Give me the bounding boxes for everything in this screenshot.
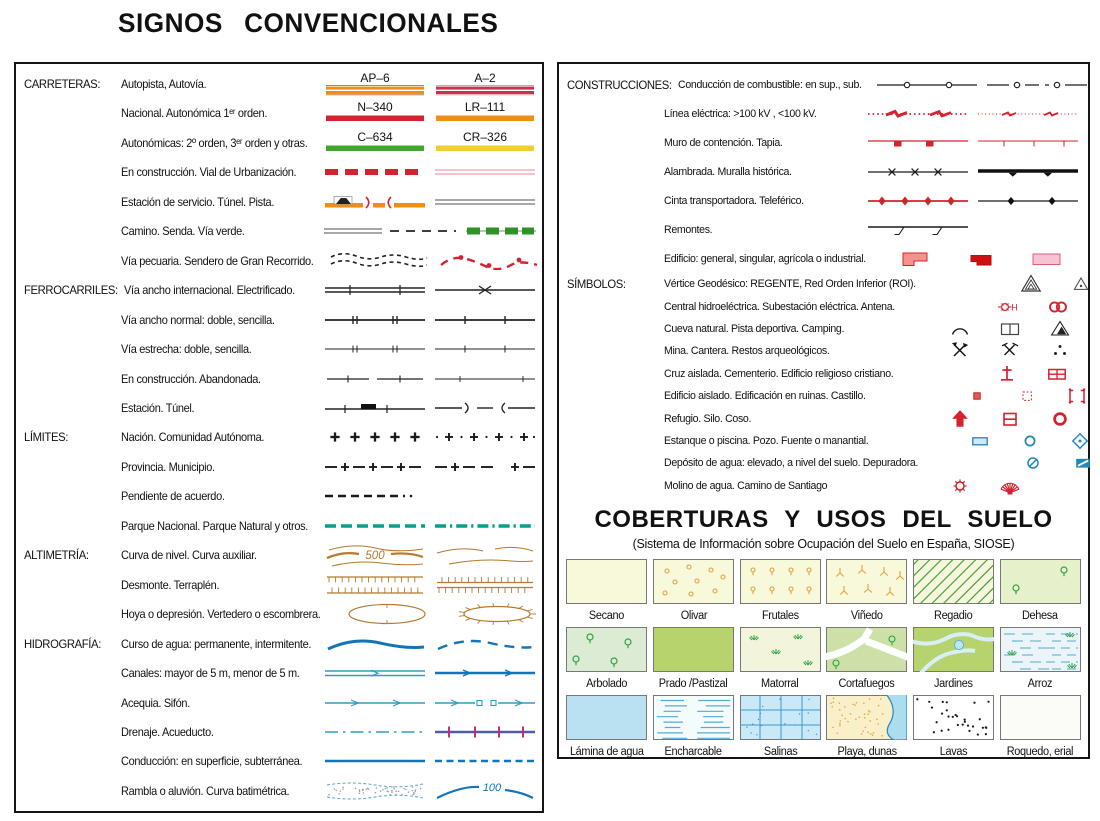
track-path-greenway-icon — [324, 225, 536, 237]
double-thin-line-icon — [434, 166, 536, 178]
row-description: Alambrada. Muralla histórica. — [664, 165, 792, 178]
legend-row — [24, 777, 536, 805]
road-dashed-line-icon — [324, 166, 426, 178]
salinas-swatch-icon — [740, 695, 821, 745]
legend-row — [24, 718, 536, 746]
glyph-area — [864, 475, 1082, 497]
frutales-swatch-icon — [740, 559, 821, 609]
legend-row — [567, 407, 1082, 429]
coverage-title: COBERTURAS Y USOS DEL SUELO — [594, 506, 1053, 533]
land-cover-section — [559, 506, 1088, 758]
landcover-cell-dehesa — [999, 559, 1081, 622]
symbol-area — [867, 107, 1082, 121]
matorral-swatch-icon — [740, 627, 821, 677]
symbol-area — [324, 130, 536, 156]
row-description: Hoya o depresión. Vertedero o escombrera. — [121, 607, 321, 622]
row-description: En construcción. Abandonada. — [121, 371, 261, 386]
landcover-label: Arroz — [1027, 678, 1053, 690]
row-description: Muro de contención. Tapia. — [664, 136, 783, 149]
symbol-area — [867, 165, 1082, 179]
regadio-swatch-icon — [913, 559, 994, 609]
conveyor-icon — [867, 194, 969, 208]
sports-court-icon — [988, 318, 1032, 340]
santiago-shell-icon — [988, 475, 1032, 497]
ruins-icon — [1005, 385, 1049, 407]
legend-row — [567, 430, 1082, 452]
row-description: Vía ancho internacional. Electrificado. — [123, 283, 295, 298]
symbol-area — [324, 490, 536, 502]
cemetery-icon — [1035, 363, 1079, 385]
glyph-area — [911, 363, 1100, 385]
substation-icon — [1036, 296, 1080, 318]
rail-station-icon — [324, 402, 426, 414]
drove-road-icon — [328, 252, 430, 270]
legend-row — [24, 217, 536, 245]
section-label: FERROCARRILES: — [24, 283, 118, 298]
left-rows — [24, 70, 536, 805]
row-description: En construcción. Vial de Urbanización. — [121, 165, 297, 180]
row-description: Autonómicas: 2º orden, 3ᵉʳ orden y otras. — [121, 135, 308, 150]
rail-narrow-single-icon — [434, 343, 536, 355]
symbol-area — [324, 373, 536, 385]
row-description: Línea eléctrica: >100 kV , <100 kV. — [664, 107, 817, 120]
cross-icon — [985, 363, 1029, 385]
legend-row — [567, 128, 1082, 157]
symbol-area — [324, 166, 536, 178]
row-description: Conducción: en superficie, subterránea. — [121, 754, 303, 769]
double-thin-line-icon — [434, 196, 536, 208]
legend-row — [24, 70, 536, 98]
symbol-area — [324, 100, 536, 126]
landcover-label: Arbolado — [586, 678, 628, 690]
legend-row — [24, 335, 536, 363]
landfill-icon — [446, 601, 548, 627]
boundary-pending-icon — [324, 490, 426, 502]
road-solid-line-icon — [434, 100, 536, 126]
water-tank-ground-icon — [1061, 452, 1100, 474]
row-description: Cueva natural. Pista deportiva. Camping. — [664, 322, 845, 335]
row-description: Cruz aislada. Cementerio. Edificio religioso cristiano. — [664, 367, 894, 380]
playa-swatch-icon — [826, 695, 907, 745]
legend-row — [24, 512, 536, 540]
legend-row — [24, 659, 536, 687]
refuge-icon — [938, 408, 982, 430]
row-description: Curva de nivel. Curva auxiliar. — [121, 548, 257, 563]
legend-row — [24, 129, 536, 157]
cable-car-icon — [977, 194, 1079, 208]
landcover-label: Frutales — [761, 610, 799, 622]
symbol-area — [324, 71, 536, 97]
legend-row — [567, 99, 1082, 128]
buildings-set-icon — [881, 249, 1093, 269]
symbol-area — [324, 343, 536, 355]
legend-row — [24, 453, 536, 481]
bullring-icon — [1038, 408, 1082, 430]
glyph-area — [864, 340, 1082, 362]
landcover-label: Matorral — [761, 678, 799, 690]
church-icon — [1085, 363, 1100, 385]
symbol-area — [867, 136, 1082, 150]
historic-wall-icon — [977, 165, 1079, 179]
contour-auxiliary-icon — [434, 541, 536, 569]
encharcable-swatch-icon — [653, 695, 734, 745]
row-description: Parque Nacional. Parque Natural y otros. — [121, 518, 309, 533]
landcover-label: Playa, dunas — [837, 746, 897, 758]
legend-row — [24, 541, 536, 569]
legend-row — [24, 365, 536, 393]
row-description: Nacional. Autonómica 1ᵉʳ orden. — [121, 106, 268, 121]
row-description: Pendiente de acuerdo. — [121, 489, 225, 504]
row-description: Edificio aislado. Edificación en ruinas. Castillo. — [664, 390, 866, 403]
landcover-cell-jardines — [913, 627, 995, 690]
landcover-label: Secano — [589, 610, 625, 622]
svg-text:N–340: N–340 — [357, 100, 393, 115]
gr-trail-icon — [438, 252, 540, 270]
spring-icon — [1058, 430, 1100, 452]
rail-narrow-double-icon — [324, 343, 426, 355]
agua-swatch-icon — [566, 695, 647, 745]
legend-row — [24, 747, 536, 775]
park-national-icon — [324, 520, 426, 532]
legend-row — [567, 385, 1082, 407]
secano-swatch-icon — [566, 559, 647, 609]
legend-row — [24, 423, 536, 451]
geodesic-roi-icon — [1059, 273, 1100, 295]
row-description: Estación. Túnel. — [121, 400, 195, 415]
row-description: Canales: mayor de 5 m, menor de 5 m. — [121, 666, 300, 681]
row-description: Estanque o piscina. Pozo. Fuente o manantial. — [664, 434, 869, 447]
irrigation-ditch-icon — [324, 697, 426, 709]
svg-text:100: 100 — [482, 781, 502, 794]
legend-row — [24, 99, 536, 127]
landcover-cell-arroz — [999, 627, 1081, 690]
symbol-area — [324, 779, 536, 803]
right-rows — [559, 64, 1088, 497]
section-label: CONSTRUCCIONES: — [567, 77, 672, 92]
symbol-area — [324, 284, 536, 296]
legend-row — [567, 157, 1082, 186]
row-description: Vía pecuaria. Sendero de Gran Recorrido. — [121, 253, 314, 268]
row-description: Vía ancho normal: doble, sencilla. — [121, 312, 275, 327]
rail-abandoned-icon — [434, 373, 536, 385]
legend-row — [567, 318, 1082, 340]
row-description: Rambla o aluvión. Curva batimétrica. — [121, 783, 290, 798]
mine-icon — [938, 340, 982, 362]
svg-text:AP–6: AP–6 — [360, 71, 390, 85]
camping-icon — [1038, 318, 1082, 340]
symbol-area — [324, 401, 536, 415]
archaeological-icon — [1038, 340, 1082, 362]
row-description: Drenaje. Acueducto. — [121, 724, 214, 739]
castle-icon — [1055, 385, 1099, 407]
svg-text:A–2: A–2 — [474, 71, 496, 85]
signs-panel-left — [14, 62, 544, 813]
symbol-area — [876, 78, 1091, 92]
river-intermittent-icon — [435, 635, 537, 653]
glyph-area — [937, 452, 1100, 474]
landcover-label: Lavas — [939, 746, 968, 758]
antenna-icon — [1086, 296, 1100, 318]
row-description: Edificio: general, singular, agrícola o industrial. — [664, 252, 866, 265]
glyph-area — [935, 273, 1100, 295]
empty-glyph-slot — [1038, 475, 1082, 497]
legend-row — [567, 70, 1082, 99]
section-label: SÍMBOLOS: — [567, 277, 626, 292]
water-mill-icon — [938, 475, 982, 497]
landcover-label: Encharcable — [664, 746, 723, 758]
olivar-swatch-icon — [653, 559, 734, 609]
coverage-grid — [559, 559, 1088, 758]
svg-text:500: 500 — [365, 550, 385, 563]
coverage-subtitle: (Sistema de Información sobre Ocupación del Suelo en España, SIOSE) — [632, 536, 1015, 551]
quarry-icon — [988, 340, 1032, 362]
well-icon — [1008, 430, 1052, 452]
aqueduct-icon — [434, 725, 536, 739]
row-description: Vía estrecha: doble, sencilla. — [121, 342, 252, 357]
rail-construction-icon — [324, 373, 426, 385]
legend-row — [24, 630, 536, 658]
row-description: Desmonte. Terraplén. — [121, 577, 220, 592]
geodesic-regente-icon — [1009, 273, 1053, 295]
row-description: Depósito de agua: elevado, a nivel del suelo. Depuradora. — [664, 457, 919, 470]
svg-text:LR–111: LR–111 — [464, 100, 506, 115]
landcover-cell-lavas — [913, 695, 995, 758]
landcover-cell-prado — [653, 627, 735, 690]
landcover-label: Viñedo — [850, 610, 883, 622]
pond-icon — [958, 430, 1002, 452]
landcover-cell-roquedo — [999, 695, 1081, 758]
power-line-low-icon — [977, 107, 1079, 121]
landcover-label: Jardines — [934, 678, 973, 690]
landcover-cell-playa — [826, 695, 908, 758]
fuel-pipe-underground-icon — [986, 78, 1088, 92]
landcover-cell-encharcable — [653, 695, 735, 758]
legend-row — [567, 475, 1082, 497]
road-solid-line-icon — [434, 130, 536, 156]
row-description: Remontes. — [664, 223, 713, 236]
ski-lift-icon — [867, 222, 969, 238]
alluvial-icon — [324, 779, 426, 803]
hydro-plant-icon — [986, 296, 1030, 318]
rail-electrified-icon — [434, 284, 536, 296]
legend-row — [567, 244, 1082, 273]
legend-row — [24, 188, 536, 216]
jardines-swatch-icon — [913, 627, 994, 677]
landcover-label: Olivar — [680, 610, 707, 622]
landcover-cell-cortafuegos — [826, 627, 908, 690]
bathymetric-icon — [434, 779, 536, 803]
power-line-high-icon — [867, 107, 969, 121]
water-tank-elevated-icon — [1011, 452, 1055, 474]
lavas-swatch-icon — [913, 695, 994, 745]
legend-row — [567, 363, 1082, 385]
symbol-area — [324, 697, 536, 709]
landcover-cell-agua — [566, 695, 648, 758]
landcover-cell-matorral — [739, 627, 821, 690]
row-description: Mina. Cantera. Restos arqueológicos. — [664, 345, 830, 358]
pipe-underground-icon — [434, 755, 536, 767]
legend-row — [24, 482, 536, 510]
symbol-area — [324, 667, 536, 679]
landcover-label: Cortafuegos — [838, 678, 895, 690]
signs-panel-right — [557, 62, 1090, 759]
svg-text:H: H — [1011, 301, 1019, 312]
prado-swatch-icon — [653, 627, 734, 677]
row-description: Curso de agua: permanente, intermitente. — [121, 636, 312, 651]
rail-double-tick-icon — [324, 314, 426, 326]
glyph-area — [881, 385, 1099, 407]
symbol-area — [324, 573, 536, 597]
rail-single-tick-icon — [434, 314, 536, 326]
legend-row — [567, 452, 1082, 474]
landcover-cell-olivar — [653, 559, 735, 622]
legend-row — [567, 340, 1082, 362]
landcover-cell-regadio — [913, 559, 995, 622]
depression-icon — [336, 601, 438, 627]
legend-row — [567, 273, 1082, 295]
glyph-area — [864, 318, 1082, 340]
motorway-double-line-icon — [434, 71, 536, 97]
wall-icon — [977, 136, 1079, 150]
svg-text:CR–326: CR–326 — [462, 129, 508, 144]
arbolado-swatch-icon — [566, 627, 647, 677]
landcover-label: Prado /Pastizal — [659, 678, 728, 690]
landcover-cell-vinedo — [826, 559, 908, 622]
canal-major-icon — [324, 667, 426, 679]
symbol-area — [324, 725, 536, 739]
boundary-municipality-icon — [434, 460, 536, 474]
symbol-area — [324, 541, 536, 569]
wire-fence-icon — [867, 165, 969, 179]
symbol-area — [324, 460, 536, 474]
boundary-nation-icon — [324, 430, 426, 444]
glyph-area — [884, 430, 1100, 452]
symbol-area — [325, 635, 537, 653]
boundary-region-icon — [434, 430, 536, 444]
symbol-area — [324, 314, 536, 326]
rail-international-icon — [324, 284, 426, 296]
row-description: Vértice Geodésico: REGENTE, Red Orden Inferior (ROI). — [664, 278, 916, 291]
glyph-area — [864, 408, 1082, 430]
legend-row — [567, 186, 1082, 215]
landcover-cell-secano — [566, 559, 648, 622]
arroz-swatch-icon — [1000, 627, 1081, 677]
retaining-wall-icon — [867, 136, 969, 150]
cutting-icon — [324, 573, 426, 597]
cortafuegos-swatch-icon — [826, 627, 907, 677]
row-description: Refugio. Silo. Coso. — [664, 412, 752, 425]
drainage-icon — [324, 726, 426, 738]
legend-row — [24, 394, 536, 422]
vinedo-swatch-icon — [826, 559, 907, 609]
legend-row — [567, 215, 1082, 244]
section-label: LÍMITES: — [24, 430, 69, 445]
service-station-tunnel-icon — [324, 194, 426, 210]
siphon-icon — [434, 697, 536, 709]
landcover-cell-arbolado — [566, 627, 648, 690]
section-label: HIDROGRAFÍA: — [24, 636, 101, 651]
isolated-building-icon — [955, 385, 999, 407]
page-title: SIGNOS CONVENCIONALES — [118, 8, 499, 38]
rail-tunnel-icon — [434, 401, 536, 415]
legend-row — [24, 600, 536, 628]
symbol-area — [324, 430, 536, 444]
road-solid-line-icon — [324, 100, 426, 126]
cave-icon — [938, 318, 982, 340]
section-label: CARRETERAS: — [24, 77, 101, 91]
svg-text:C–634: C–634 — [357, 129, 393, 144]
row-description: Camino. Senda. Vía verde. — [121, 224, 245, 239]
row-description: Estación de servicio. Túnel. Pista. — [121, 194, 275, 209]
row-description: Acequia. Sifón. — [121, 695, 190, 710]
boundary-province-icon — [324, 460, 426, 474]
park-natural-icon — [434, 520, 536, 532]
landcover-label: Regadio — [934, 610, 973, 622]
landcover-label: Dehesa — [1022, 610, 1058, 622]
landcover-label: Roquedo, erial — [1006, 746, 1074, 758]
symbol-area — [867, 222, 1082, 238]
legend-row — [24, 276, 536, 304]
symbol-area — [324, 520, 536, 532]
row-description: Autopista, Autovía. — [121, 77, 207, 91]
row-description: Conducción de combustible: en sup., sub. — [678, 78, 863, 91]
glyph-area — [912, 296, 1100, 318]
river-permanent-icon — [325, 635, 427, 653]
legend-row — [24, 571, 536, 599]
legend-row — [24, 158, 536, 186]
symbol-area — [324, 755, 536, 767]
legend-row — [24, 247, 536, 275]
row-description: Provincia. Municipio. — [121, 459, 215, 474]
legend-row — [24, 689, 536, 717]
section-label: ALTIMETRÍA: — [24, 548, 89, 563]
silo-icon — [988, 408, 1032, 430]
row-description: Central hidroeléctrica. Subestación eléctrica. Antena. — [664, 300, 895, 313]
contour-lines-icon — [324, 541, 426, 569]
row-description: Cinta transportadora. Teleférico. — [664, 194, 804, 207]
embankment-icon — [434, 573, 536, 597]
motorway-double-line-icon — [324, 71, 426, 97]
symbol-area — [336, 601, 548, 627]
pipe-surface-icon — [324, 755, 426, 767]
legend-row — [24, 306, 536, 334]
landcover-cell-salinas — [739, 695, 821, 758]
row-description: Molino de agua. Camino de Santiago — [664, 479, 828, 492]
road-solid-line-icon — [324, 130, 426, 156]
row-description: Nación. Comunidad Autónoma. — [121, 430, 265, 445]
fuel-pipe-surface-icon — [876, 78, 978, 92]
dehesa-swatch-icon — [1000, 559, 1081, 609]
symbol-area — [324, 194, 536, 210]
landcover-cell-frutales — [739, 559, 821, 622]
roquedo-swatch-icon — [1000, 695, 1081, 745]
symbol-area — [328, 252, 540, 270]
symbol-area — [867, 194, 1082, 208]
canal-minor-icon — [434, 667, 536, 679]
legend-row — [567, 295, 1082, 317]
symbol-area — [881, 249, 1096, 269]
landcover-label: Salinas — [763, 746, 797, 758]
symbol-area — [324, 225, 536, 237]
landcover-label: Lámina de agua — [569, 746, 644, 758]
